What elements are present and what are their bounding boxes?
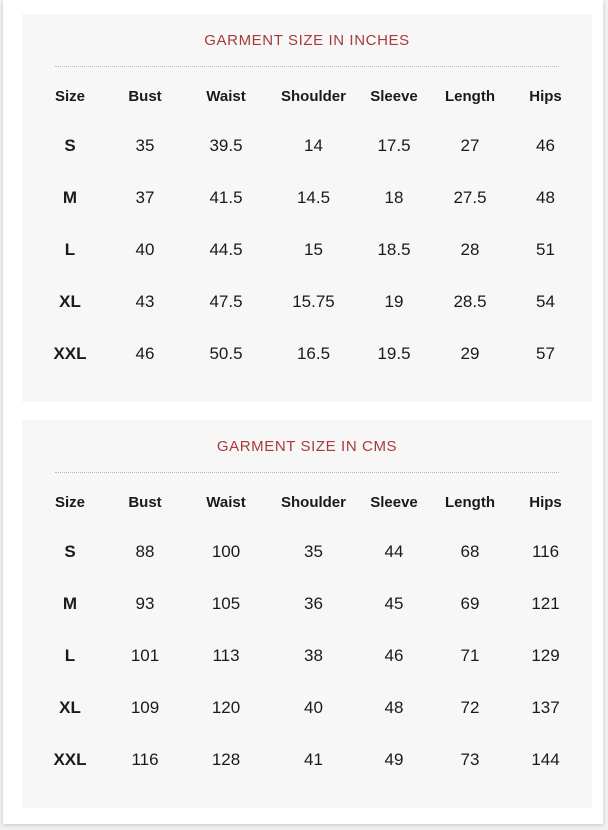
bust-value: 116 bbox=[131, 750, 159, 769]
bust-value: 101 bbox=[130, 646, 160, 665]
header-sleeve: Sleeve bbox=[370, 87, 418, 105]
dotted-divider bbox=[55, 472, 559, 473]
header-shoulder: Shoulder bbox=[280, 87, 346, 105]
waist-value: 120 bbox=[211, 698, 241, 717]
length-value: 27.5 bbox=[453, 188, 487, 207]
header-hips: Hips bbox=[529, 87, 562, 105]
header-waist: Waist bbox=[206, 87, 246, 105]
waist-value: 105 bbox=[211, 594, 241, 613]
shoulder-value: 15 bbox=[304, 240, 323, 259]
shoulder-value: 15.75 bbox=[292, 292, 335, 311]
header-shoulder: Shoulder bbox=[280, 493, 346, 511]
table-header-row bbox=[22, 72, 592, 120]
waist-value: 128 bbox=[211, 750, 241, 769]
length-value: 28 bbox=[460, 240, 480, 259]
length-value: 27 bbox=[460, 136, 480, 155]
sleeve-value: 19.5 bbox=[377, 344, 411, 363]
table-row bbox=[22, 734, 592, 786]
shoulder-value: 36 bbox=[304, 594, 323, 613]
length-value: 71 bbox=[460, 646, 480, 665]
shoulder-value: 35 bbox=[304, 542, 323, 561]
length-value: 68 bbox=[460, 542, 480, 561]
hips-value: 116 bbox=[531, 542, 560, 561]
table-header-row bbox=[22, 478, 592, 526]
sleeve-value: 45 bbox=[384, 594, 404, 613]
bust-value: 93 bbox=[135, 594, 155, 613]
waist-value: 44.5 bbox=[209, 240, 243, 259]
header-bust: Bust bbox=[128, 87, 162, 105]
waist-value: 100 bbox=[211, 542, 241, 561]
waist-value: 41.5 bbox=[209, 188, 243, 207]
length-value: 28.5 bbox=[453, 292, 487, 311]
shoulder-value: 14 bbox=[304, 136, 323, 155]
header-length: Length bbox=[445, 87, 495, 105]
inches-card-title: GARMENT SIZE IN INCHES bbox=[204, 32, 410, 49]
hips-value: 48 bbox=[536, 188, 555, 207]
cms-size-table bbox=[22, 478, 592, 786]
length-value: 69 bbox=[460, 594, 480, 613]
size-label: XXL bbox=[53, 750, 87, 769]
waist-value: 47.5 bbox=[209, 292, 243, 311]
shoulder-value: 41 bbox=[304, 750, 323, 769]
size-label: S bbox=[64, 136, 76, 155]
sleeve-value: 46 bbox=[384, 646, 404, 665]
hips-value: 57 bbox=[536, 344, 555, 363]
bust-value: 109 bbox=[130, 698, 160, 717]
size-label: XXL bbox=[53, 344, 87, 363]
table-row bbox=[22, 526, 592, 578]
length-value: 72 bbox=[460, 698, 480, 717]
hips-value: 121 bbox=[531, 594, 560, 613]
header-sleeve: Sleeve bbox=[370, 493, 418, 511]
table-row bbox=[22, 630, 592, 682]
bust-value: 35 bbox=[135, 136, 155, 155]
header-length: Length bbox=[445, 493, 495, 511]
waist-value: 39.5 bbox=[209, 136, 243, 155]
length-value: 73 bbox=[460, 750, 480, 769]
shoulder-value: 14.5 bbox=[296, 188, 331, 207]
hips-value: 129 bbox=[531, 646, 560, 665]
table-row bbox=[22, 172, 592, 224]
size-chart-page bbox=[3, 0, 603, 824]
hips-value: 137 bbox=[531, 698, 560, 717]
table-row bbox=[22, 120, 592, 172]
bust-value: 46 bbox=[135, 344, 155, 363]
table-row bbox=[22, 224, 592, 276]
hips-value: 144 bbox=[531, 750, 560, 769]
shoulder-value: 40 bbox=[304, 698, 323, 717]
sleeve-value: 19 bbox=[384, 292, 404, 311]
inches-size-card bbox=[22, 14, 592, 402]
length-value: 29 bbox=[460, 344, 480, 363]
size-label: S bbox=[64, 542, 76, 561]
sleeve-value: 18 bbox=[384, 188, 404, 207]
header-hips: Hips bbox=[529, 493, 562, 511]
dotted-divider bbox=[55, 66, 559, 67]
size-label: M bbox=[62, 188, 78, 207]
table-row bbox=[22, 328, 592, 380]
shoulder-value: 16.5 bbox=[296, 344, 331, 363]
size-label: L bbox=[64, 240, 76, 259]
sleeve-value: 18.5 bbox=[377, 240, 411, 259]
header-bust: Bust bbox=[128, 493, 162, 511]
bust-value: 37 bbox=[135, 188, 155, 207]
header-waist: Waist bbox=[206, 493, 246, 511]
table-row bbox=[22, 276, 592, 328]
size-label: XL bbox=[59, 698, 81, 717]
header-size: Size bbox=[54, 87, 85, 105]
table-row bbox=[22, 682, 592, 734]
size-label: XL bbox=[59, 292, 81, 311]
hips-value: 46 bbox=[536, 136, 555, 155]
cms-card-title: GARMENT SIZE IN CMS bbox=[216, 438, 398, 455]
shoulder-value: 38 bbox=[304, 646, 323, 665]
inches-size-table bbox=[22, 72, 592, 380]
size-label: M bbox=[62, 594, 78, 613]
sleeve-value: 17.5 bbox=[377, 136, 411, 155]
header-size: Size bbox=[54, 493, 85, 511]
sleeve-value: 44 bbox=[384, 542, 404, 561]
waist-value: 113 bbox=[212, 646, 240, 665]
hips-value: 51 bbox=[536, 240, 555, 259]
bust-value: 43 bbox=[135, 292, 155, 311]
cms-size-card bbox=[22, 420, 592, 808]
sleeve-value: 48 bbox=[384, 698, 404, 717]
sleeve-value: 49 bbox=[384, 750, 404, 769]
table-row bbox=[22, 578, 592, 630]
bust-value: 40 bbox=[135, 240, 155, 259]
bust-value: 88 bbox=[135, 542, 155, 561]
waist-value: 50.5 bbox=[209, 344, 243, 363]
size-label: L bbox=[64, 646, 76, 665]
hips-value: 54 bbox=[536, 292, 555, 311]
